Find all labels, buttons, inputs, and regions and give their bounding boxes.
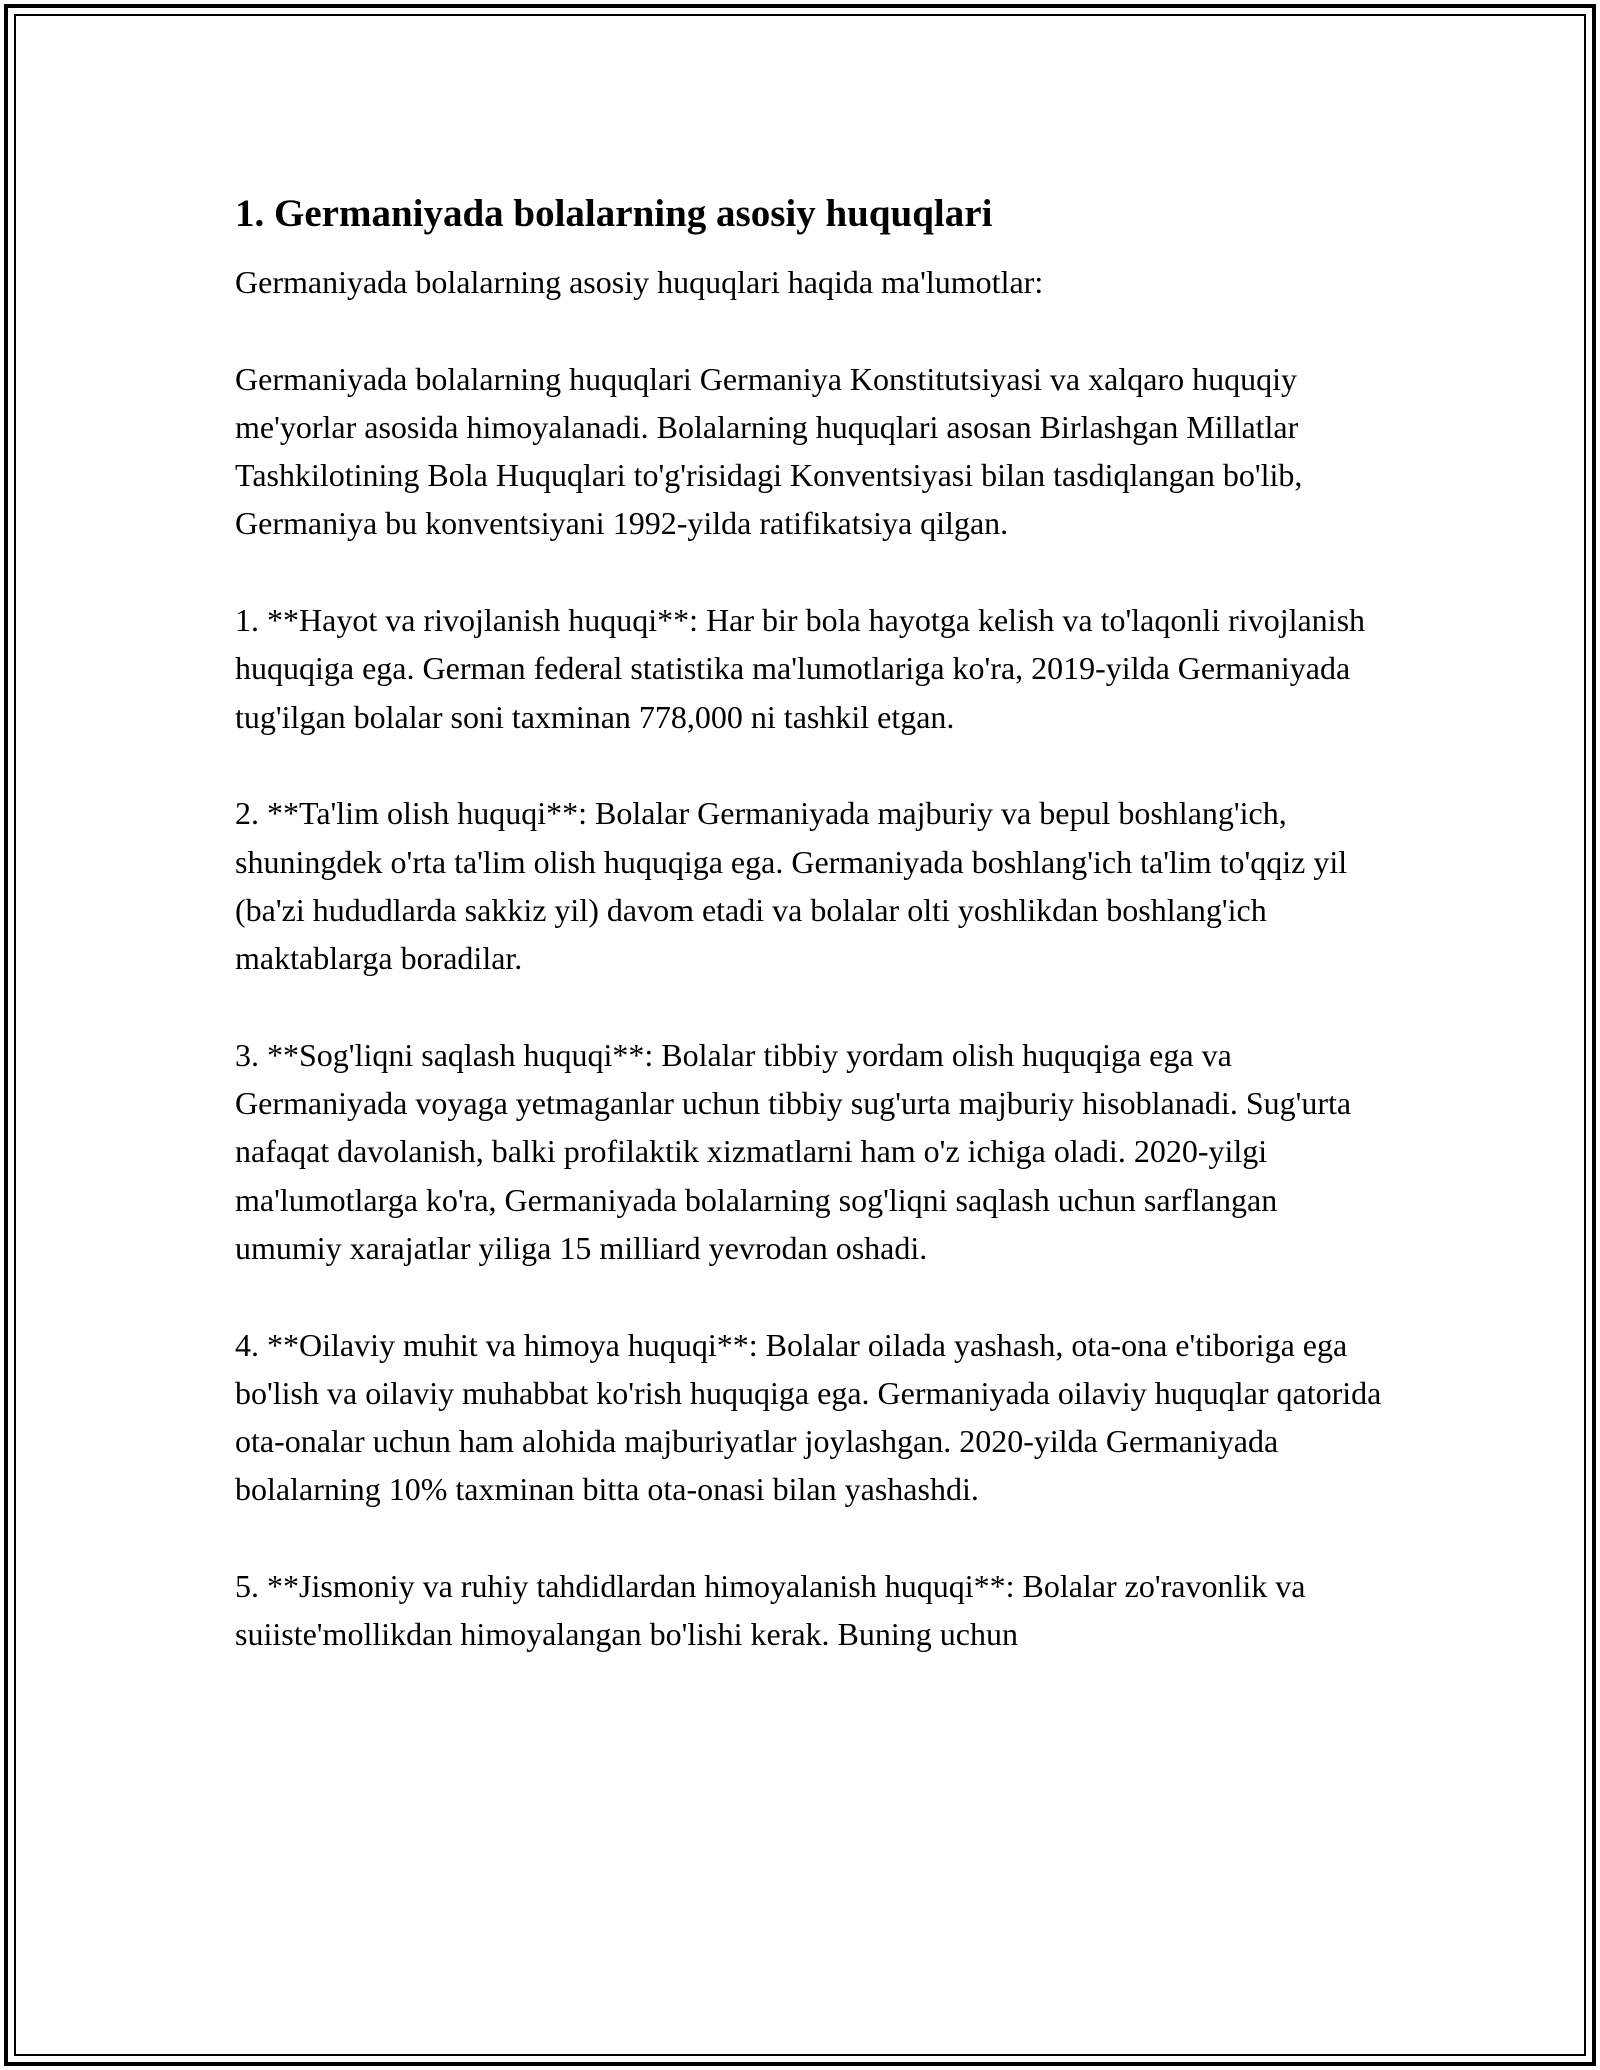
section-heading: 1. Germaniyada bolalarning asosiy huquqlari (235, 192, 993, 235)
right-life-development-paragraph: 1. **Hayot va rivojlanish huquqi**: Har bir bola hayotga kelish va to'laqonli rivojlanish huquqiga ega. German federal statistika ma'lumotlariga ko'ra, 2019-yilda Germaniyada tug'ilgan bolalar soni taxminan 778,000 ni tashkil etgan. (235, 602, 1366, 735)
right-education-paragraph: 2. **Ta'lim olish huquqi**: Bolalar Germaniyada majburiy va bepul boshlang'ich, shuningdek o'rta ta'lim olish huquqiga ega. Germaniyada boshlang'ich ta'lim to'qqiz yil (ba'zi hududlarda sakkiz yil) davom etadi va bolalar olti yoshlikdan boshlang'ich maktablarga boradilar. (235, 795, 1348, 977)
right-protection-paragraph: 5. **Jismoniy va ruhiy tahdidlardan himoyalanish huquqi**: Bolalar zo'ravonlik va suiiste'mollikdan himoyalangan bo'lishi kerak. Buning uchun (235, 1568, 1306, 1653)
right-family-paragraph: 4. **Oilaviy muhit va himoya huquqi**: Bolalar oilada yashash, ota-ona e'tiboriga ega bo'lish va oilaviy muhabbat ko'rish huquqiga ega. Germaniyada oilaviy huquqlar qatorida ota-onalar uchun ham alohida majburiyatlar joylashgan. 2020-yilda Germaniyada bolalarning 10% taxminan bitta ota-onasi bilan yashashdi. (235, 1326, 1382, 1508)
intro-paragraph: Germaniyada bolalarning asosiy huquqlari haqida ma'lumotlar: (235, 264, 1044, 300)
right-health-paragraph: 3. **Sog'liqni saqlash huquqi**: Bolalar tibbiy yordam olish huquqiga ega va Germaniyada voyaga yetmaganlar uchun tibbiy sug'urta majburiy hisoblanadi. Sug'urta nafaqat davolanish, balki profilaktik xizmatlarni ham o'z ichiga oladi. 2020-yilgi ma'lumotlarga ko'ra, Germaniyada bolalarning sog'liqni saqlash uchun sarflangan umumiy xarajatlar yiliga 15 milliard yevrodan oshadi. (235, 1036, 1352, 1266)
overview-paragraph: Germaniyada bolalarning huquqlari Germaniya Konstitutsiyasi va xalqaro huquqiy me'yorlar asosida himoyalanadi. Bolalarning huquqlari asosan Birlashgan Millatlar Tashkilotining Bola Huquqlari to'g'risidagi Konventsiyasi bilan tasdiqlangan bo'lib, Germaniya bu konventsiyani 1992-yilda ratifikatsiya qilgan. (235, 360, 1303, 542)
document-body (235, 188, 1385, 1659)
